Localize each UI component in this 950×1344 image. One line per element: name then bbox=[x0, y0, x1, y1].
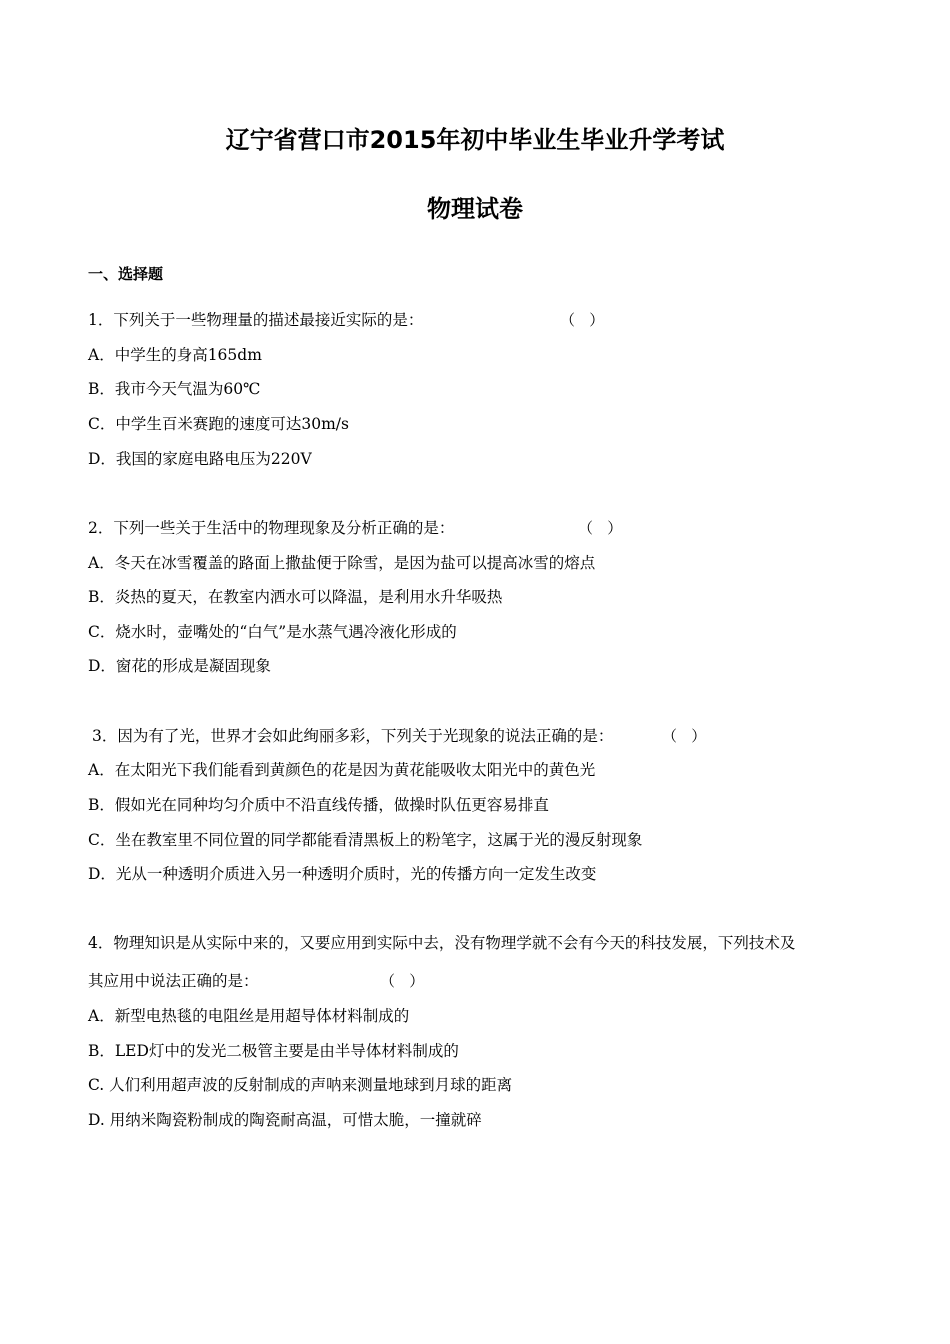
question-3-answer-bracket: （ ） bbox=[662, 727, 707, 745]
question-4-option-a: A．新型电热毯的电阻丝是用超导体材料制成的 bbox=[88, 1007, 410, 1025]
question-4-option-d: D. 用纳米陶瓷粉制成的陶瓷耐高温，可惜太脆，一撞就碎 bbox=[88, 1111, 482, 1129]
question-1-option-d: D．我国的家庭电路电压为220V bbox=[88, 450, 312, 468]
question-2-option-c: C．烧水时，壶嘴处的“白气”是水蒸气遇冷液化形成的 bbox=[88, 623, 457, 641]
question-1-stem: 1．下列关于一些物理量的描述最接近实际的是： bbox=[88, 311, 424, 329]
question-3-option-d: D．光从一种透明介质进入另一种透明介质时，光的传播方向一定发生改变 bbox=[88, 865, 597, 883]
question-2-stem: 2．下列一些关于生活中的物理现象及分析正确的是： bbox=[88, 519, 455, 537]
question-4-stem-line-2: 其应用中说法正确的是： bbox=[88, 972, 259, 990]
question-3-stem: 3．因为有了光，世界才会如此绚丽多彩，下列关于光现象的说法正确的是： bbox=[92, 727, 614, 745]
question-1-option-c: C．中学生百米赛跑的速度可达30m/s bbox=[88, 415, 349, 433]
question-3-option-a: A．在太阳光下我们能看到黄颜色的花是因为黄花能吸收太阳光中的黄色光 bbox=[88, 761, 596, 779]
section-heading: 一、选择题 bbox=[88, 265, 164, 283]
exam-subtitle: 物理试卷 bbox=[427, 195, 523, 223]
question-4-stem-line-1: 4．物理知识是从实际中来的，又要应用到实际中去，没有物理学就不会有今天的科技发展，下列技术及 bbox=[88, 934, 796, 952]
exam-title: 辽宁省营口市2015年初中毕业生毕业升学考试 bbox=[225, 126, 725, 154]
question-1-option-b: B．我市今天气温为60℃ bbox=[88, 380, 261, 398]
question-2-option-b: B．炎热的夏天，在教室内洒水可以降温，是利用水升华吸热 bbox=[88, 588, 503, 606]
question-4-option-b: B．LED灯中的发光二极管主要是由半导体材料制成的 bbox=[88, 1042, 459, 1060]
question-4-option-c: C. 人们利用超声波的反射制成的声呐来测量地球到月球的距离 bbox=[88, 1076, 513, 1094]
question-2-option-d: D．窗花的形成是凝固现象 bbox=[88, 657, 271, 675]
question-3-option-c: C．坐在教室里不同位置的同学都能看清黑板上的粉笔字，这属于光的漫反射现象 bbox=[88, 831, 643, 849]
question-2-answer-bracket: （ ） bbox=[578, 519, 623, 537]
question-4-answer-bracket: （ ） bbox=[380, 972, 425, 990]
question-1-option-a: A．中学生的身高165dm bbox=[88, 346, 262, 364]
question-2-option-a: A．冬天在冰雪覆盖的路面上撒盐便于除雪，是因为盐可以提高冰雪的熔点 bbox=[88, 554, 596, 572]
question-3-option-b: B．假如光在同种均匀介质中不沿直线传播，做操时队伍更容易排直 bbox=[88, 796, 549, 814]
question-1-answer-bracket: （ ） bbox=[560, 311, 605, 329]
